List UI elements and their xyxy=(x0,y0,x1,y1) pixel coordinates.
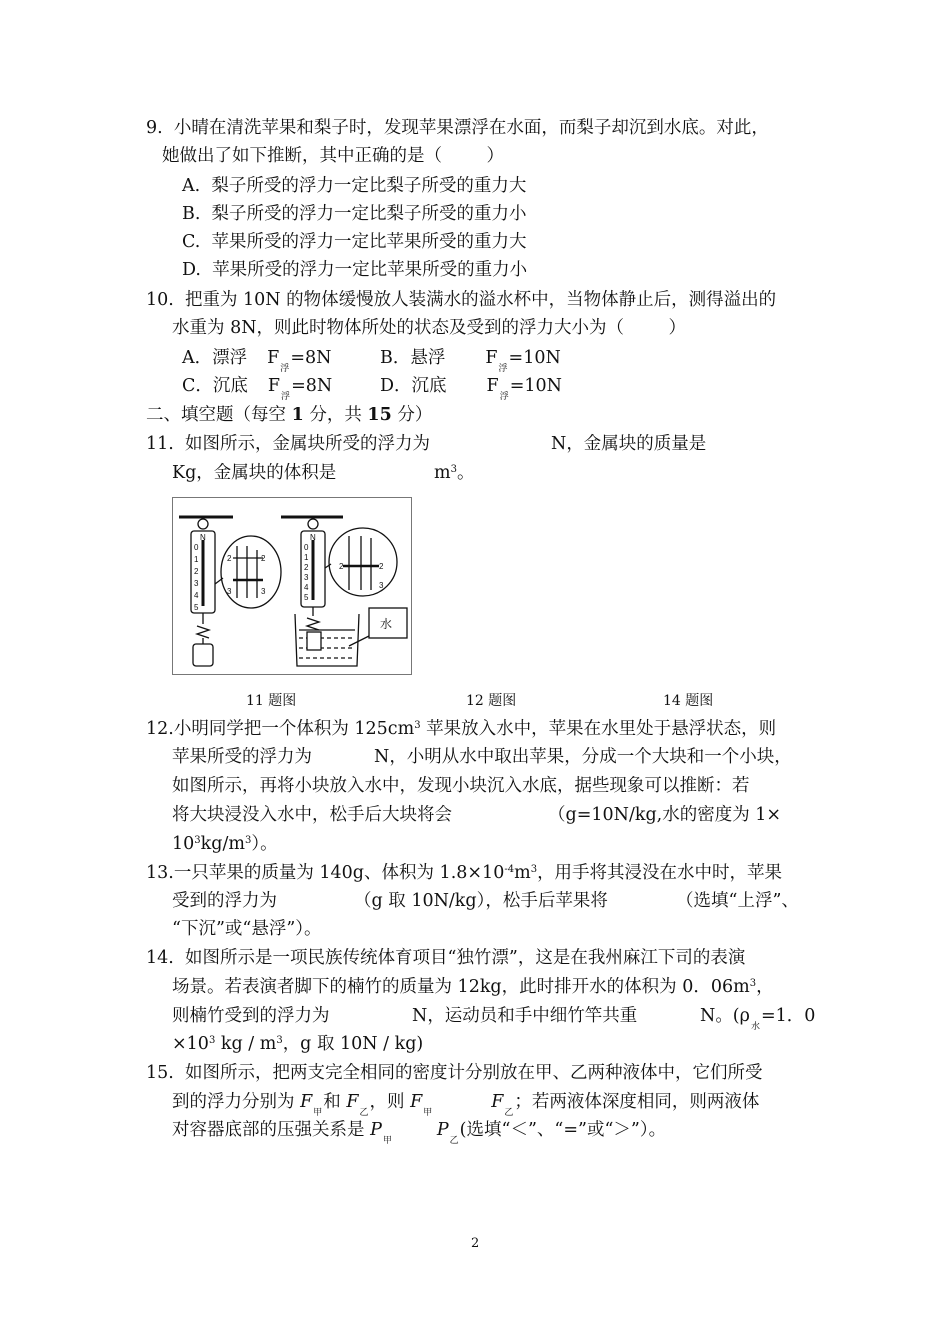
q12-line1: 12.小明同学把一个体积为 $125cm^3$ 苹果放入水中，苹果在水里处于悬浮状态，则 xyxy=(146,719,777,739)
q9-stem-line1: 9. 小晴在清洗苹果和梨子时，发现苹果漂浮在水面，而梨子却沉到水底。对此， xyxy=(146,118,769,138)
svg-text:2: 2 xyxy=(339,562,344,571)
svg-text:1: 1 xyxy=(194,555,199,564)
q12-line4b: （g=10N/kg,水的密度为 1× xyxy=(548,805,782,825)
svg-text:4: 4 xyxy=(194,591,199,600)
q11-part-c: Kg，金属块的体积是 xyxy=(172,463,337,483)
svg-text:3: 3 xyxy=(227,587,232,596)
caption-fig-12: 12 题图 xyxy=(466,693,517,709)
q9-option-d: D. 苹果所受的浮力一定比苹果所受的重力小 xyxy=(182,260,528,280)
q14-line3a: 则楠竹受到的浮力为 xyxy=(172,1006,330,1026)
caption-fig-14: 14 题图 xyxy=(663,693,714,709)
q15-line3: 对容器底部的压强关系是 $P_甲P_乙$(选填“＜”、“=”或“＞”）。 xyxy=(172,1120,667,1146)
beaker-water-label: 水 xyxy=(380,617,393,631)
svg-text:3: 3 xyxy=(304,573,309,582)
q12-line5: $10^3kg/m^3$）。 xyxy=(172,834,278,854)
q14-line3b: N，运动员和手中细竹竿共重 xyxy=(412,1006,638,1026)
svg-text:5: 5 xyxy=(304,593,309,602)
spring-scale-figure xyxy=(172,497,412,675)
svg-text:1: 1 xyxy=(304,553,309,562)
q13-line2a: 受到的浮力为 xyxy=(172,891,277,911)
q15-line1: 15. 如图所示，把两支完全相同的密度计分别放在甲、乙两种液体中，它们所受 xyxy=(146,1063,763,1083)
svg-text:2: 2 xyxy=(261,554,266,563)
svg-text:2: 2 xyxy=(194,567,199,576)
svg-text:0: 0 xyxy=(194,543,199,552)
q12-line4a: 将大块浸没入水中，松手后大块将会 xyxy=(172,805,452,825)
svg-text:2: 2 xyxy=(304,563,309,572)
page-number: 2 xyxy=(471,1236,480,1251)
svg-text:2: 2 xyxy=(379,562,384,571)
svg-text:3: 3 xyxy=(261,587,266,596)
svg-text:2: 2 xyxy=(227,554,232,563)
q10-stem-line2: 水重为 8N，则此时物体所处的状态及受到的浮力大小为（ ） xyxy=(172,318,687,338)
svg-text:5: 5 xyxy=(194,603,199,612)
svg-text:4: 4 xyxy=(304,583,309,592)
q10-stem-line1: 10. 把重为 10N 的物体缓慢放人装满水的溢水杯中，当物体静止后，测得溢出的 xyxy=(146,290,777,310)
q9-option-a: A. 梨子所受的浮力一定比梨子所受的重力大 xyxy=(182,176,527,196)
svg-text:3: 3 xyxy=(194,579,199,588)
svg-text:0: 0 xyxy=(304,543,309,552)
q13-line2c: （选填“上浮”、 xyxy=(676,891,799,911)
q9-option-b: B. 梨子所受的浮力一定比梨子所受的重力小 xyxy=(182,204,527,224)
q14-line2: 场景。若表演者脚下的楠竹的质量为 12kg，此时排开水的体积为 0．$06m^3$， xyxy=(172,977,774,997)
q14-line1: 14. 如图所示是一项民族传统体育项目“独竹漂”，这是在我州麻江下司的表演 xyxy=(146,948,746,968)
q10-option-a: A．漂浮 $F_浮=8N$ xyxy=(182,348,332,374)
spring-scale-drawing xyxy=(173,498,411,674)
q15-line2: 到的浮力分别为 $F_甲$和 $F_乙$，则 $F_甲F_乙$；若两液体深度相同，则两液体 xyxy=(172,1092,760,1118)
q10-option-c: C．沉底 $F_浮=8N$ xyxy=(182,376,333,402)
caption-fig-11: 11 题图 xyxy=(246,693,297,709)
q12-line3: 如图所示，再将小块放入水中，发现小块沉入水底，据些现象可以推断：若 xyxy=(172,776,750,796)
q14-line4: $\times 10^3$ kg / $m^3$，g 取 10N / kg) xyxy=(172,1034,424,1054)
q11-part-b: N，金属块的质量是 xyxy=(551,434,707,454)
q11-part-d: $m^3$。 xyxy=(434,463,475,483)
q12-line2b: N，小明从水中取出苹果，分成一个大块和一个小块， xyxy=(374,747,792,767)
q10-option-b: B．悬浮 $F_浮=10N$ xyxy=(380,348,561,374)
svg-text:3: 3 xyxy=(379,581,384,590)
section-2-heading: 二、填空题（每空 1 分，共 15 分） xyxy=(146,405,433,425)
q9-stem-line2: 她做出了如下推断，其中正确的是（ ） xyxy=(162,146,505,166)
q9-option-c: C. 苹果所受的浮力一定比苹果所受的重力大 xyxy=(182,232,527,252)
q10-option-d: D．沉底 $F_浮=10N$ xyxy=(380,376,562,402)
q13-line3: “下沉”或“悬浮”）。 xyxy=(172,919,322,939)
q11-part-a: 11. 如图所示，金属块所受的浮力为 xyxy=(146,434,430,454)
q13-line1: 13.一只苹果的质量为 140g、体积为 $1.8\times 10^{-4}m^3$，用手将其浸没在水中时，苹果 xyxy=(146,863,783,883)
svg-text:N: N xyxy=(310,533,316,542)
q13-line2b: （g 取 10N/kg），松手后苹果将 xyxy=(354,891,608,911)
q14-line3c: N。($\rho_水=1$．0 xyxy=(700,1006,816,1032)
q12-line2a: 苹果所受的浮力为 xyxy=(172,747,312,767)
scale-unit-label: N xyxy=(200,533,206,542)
